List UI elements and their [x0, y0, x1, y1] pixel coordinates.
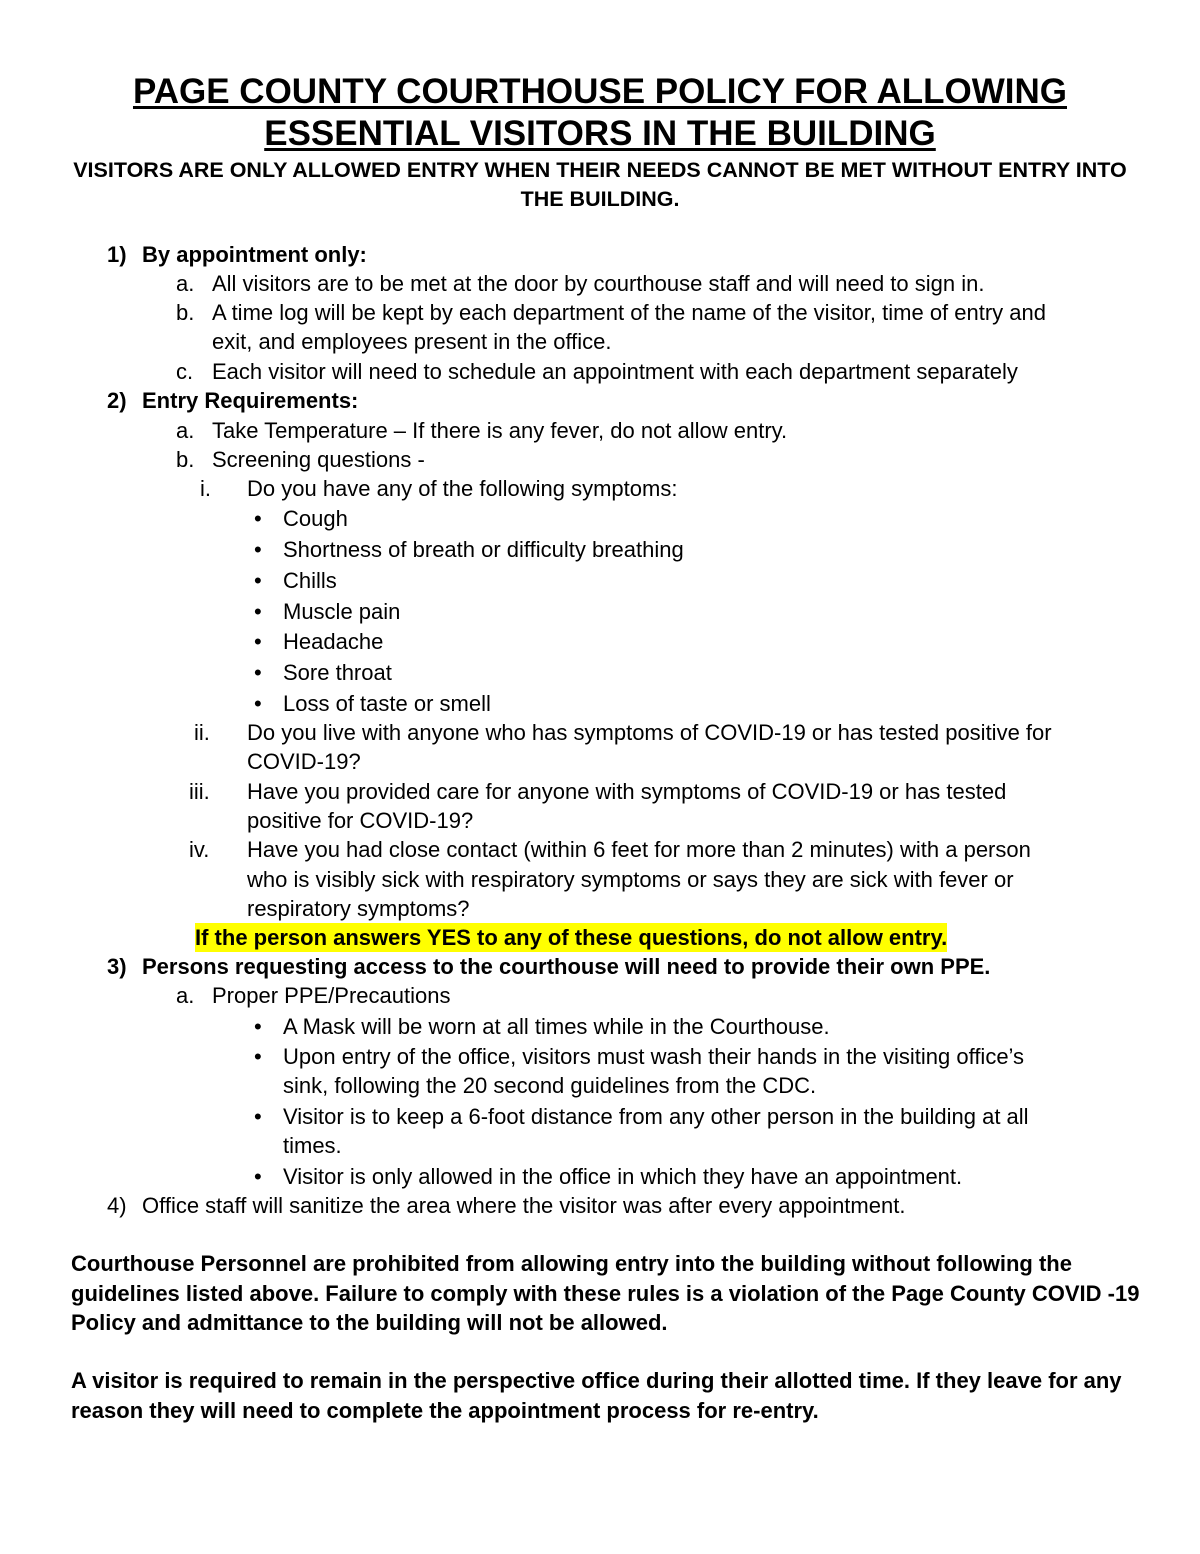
symptom-bullet-icon: • — [254, 506, 262, 531]
s2-b-marker: b. — [176, 447, 195, 472]
highlighted-warning: If the person answers YES to any of these questions, do not allow entry. — [195, 925, 948, 950]
s2-iv-marker: iv. — [189, 837, 210, 862]
s1-b-text-2: exit, and employees present in the office. — [212, 329, 612, 354]
s1-a-marker: a. — [176, 271, 195, 296]
s1-c-text: Each visitor will need to schedule an appointment with each department separately — [212, 359, 1018, 384]
s2-ii-text-2: COVID-19? — [247, 749, 361, 774]
ppe-item-3-line-1: Visitor is to keep a 6-foot distance from any other person in the building at all — [283, 1104, 1029, 1129]
s3-a-marker: a. — [176, 983, 195, 1008]
ppe-bullet-icon: • — [254, 1044, 262, 1069]
symptom-bullet-icon: • — [254, 691, 262, 716]
s2-ii-marker: ii. — [194, 720, 210, 745]
s2-a-text: Take Temperature – If there is any fever, do not allow entry. — [212, 418, 788, 443]
s1-a-text: All visitors are to be met at the door by courthouse staff and will need to sign in. — [212, 271, 985, 296]
title-line-2: ESSENTIAL VISITORS IN THE BUILDING — [264, 114, 936, 153]
s2-iv-text-1: Have you had close contact (within 6 feet for more than 2 minutes) with a person — [247, 837, 1031, 862]
s3-number: 3) — [107, 954, 127, 979]
s2-i-text: Do you have any of the following symptoms: — [247, 476, 678, 501]
s2-iv-text-2: who is visibly sick with respiratory symptoms or says they are sick with fever or — [247, 867, 1014, 892]
ppe-item-4: Visitor is only allowed in the office in which they have an appointment. — [283, 1164, 963, 1189]
s2-ii-text-1: Do you live with anyone who has symptoms of COVID-19 or has tested positive for — [247, 720, 1052, 745]
ppe-bullet-icon: • — [254, 1104, 262, 1129]
personnel-paragraph: Courthouse Personnel are prohibited from allowing entry into the building without following the guidelines listed above. Failure to comply with these rules is a violation of the Page County COVID -19 Policy and admittance to the building will not be allowed. — [71, 1251, 1140, 1335]
s3-a-text: Proper PPE/Precautions — [212, 983, 451, 1008]
visitor-paragraph: A visitor is required to remain in the perspective office during their allotted time. If they leave for any reason they will need to complete the appointment process for re-entry. — [71, 1368, 1122, 1423]
symptom-bullet-icon: • — [254, 568, 262, 593]
ppe-item-2-line-1: Upon entry of the office, visitors must wash their hands in the visiting office’s — [283, 1044, 1025, 1069]
symptom-item: Cough — [283, 506, 348, 531]
s4-number: 4) — [107, 1193, 127, 1218]
s2-heading: Entry Requirements: — [142, 388, 359, 413]
symptom-item: Muscle pain — [283, 599, 401, 624]
s2-b-text: Screening questions - — [212, 447, 425, 472]
s4-text: Office staff will sanitize the area where the visitor was after every appointment. — [142, 1193, 906, 1218]
symptom-item: Chills — [283, 568, 337, 593]
s2-number: 2) — [107, 388, 127, 413]
s1-b-marker: b. — [176, 300, 195, 325]
s2-i-marker: i. — [200, 476, 211, 501]
s1-number: 1) — [107, 242, 127, 267]
symptom-bullet-icon: • — [254, 537, 262, 562]
ppe-item-3-line-2: times. — [283, 1133, 342, 1158]
s2-iii-marker: iii. — [189, 779, 210, 804]
symptom-item: Shortness of breath or difficulty breathing — [283, 537, 684, 562]
symptom-bullet-icon: • — [254, 660, 262, 685]
symptom-item: Sore throat — [283, 660, 392, 685]
ppe-bullet-icon: • — [254, 1014, 262, 1039]
s1-c-marker: c. — [176, 359, 194, 384]
s1-b-text-1: A time log will be kept by each department of the name of the visitor, time of entry and — [212, 300, 1047, 325]
title-line-1: PAGE COUNTY COURTHOUSE POLICY FOR ALLOWING — [132, 72, 1067, 111]
subtitle: VISITORS ARE ONLY ALLOWED ENTRY WHEN THEIR NEEDS CANNOT BE MET WITHOUT ENTRY INTO THE BUILDING. — [73, 158, 1127, 211]
s2-a-marker: a. — [176, 418, 195, 443]
s3-heading: Persons requesting access to the courthouse will need to provide their own PPE. — [142, 954, 991, 979]
ppe-bullet-icon: • — [254, 1164, 262, 1189]
ppe-item-1: A Mask will be worn at all times while in the Courthouse. — [283, 1014, 830, 1039]
ppe-item-2-line-2: sink, following the 20 second guidelines from the CDC. — [283, 1073, 817, 1098]
symptom-item: Headache — [283, 629, 384, 654]
s1-heading: By appointment only: — [142, 242, 367, 267]
symptom-bullet-icon: • — [254, 599, 262, 624]
symptom-item: Loss of taste or smell — [283, 691, 491, 716]
s2-iv-text-3: respiratory symptoms? — [247, 896, 470, 921]
s2-iii-text-2: positive for COVID-19? — [247, 808, 474, 833]
symptom-bullet-icon: • — [254, 629, 262, 654]
s2-iii-text-1: Have you provided care for anyone with symptoms of COVID-19 or has tested — [247, 779, 1007, 804]
